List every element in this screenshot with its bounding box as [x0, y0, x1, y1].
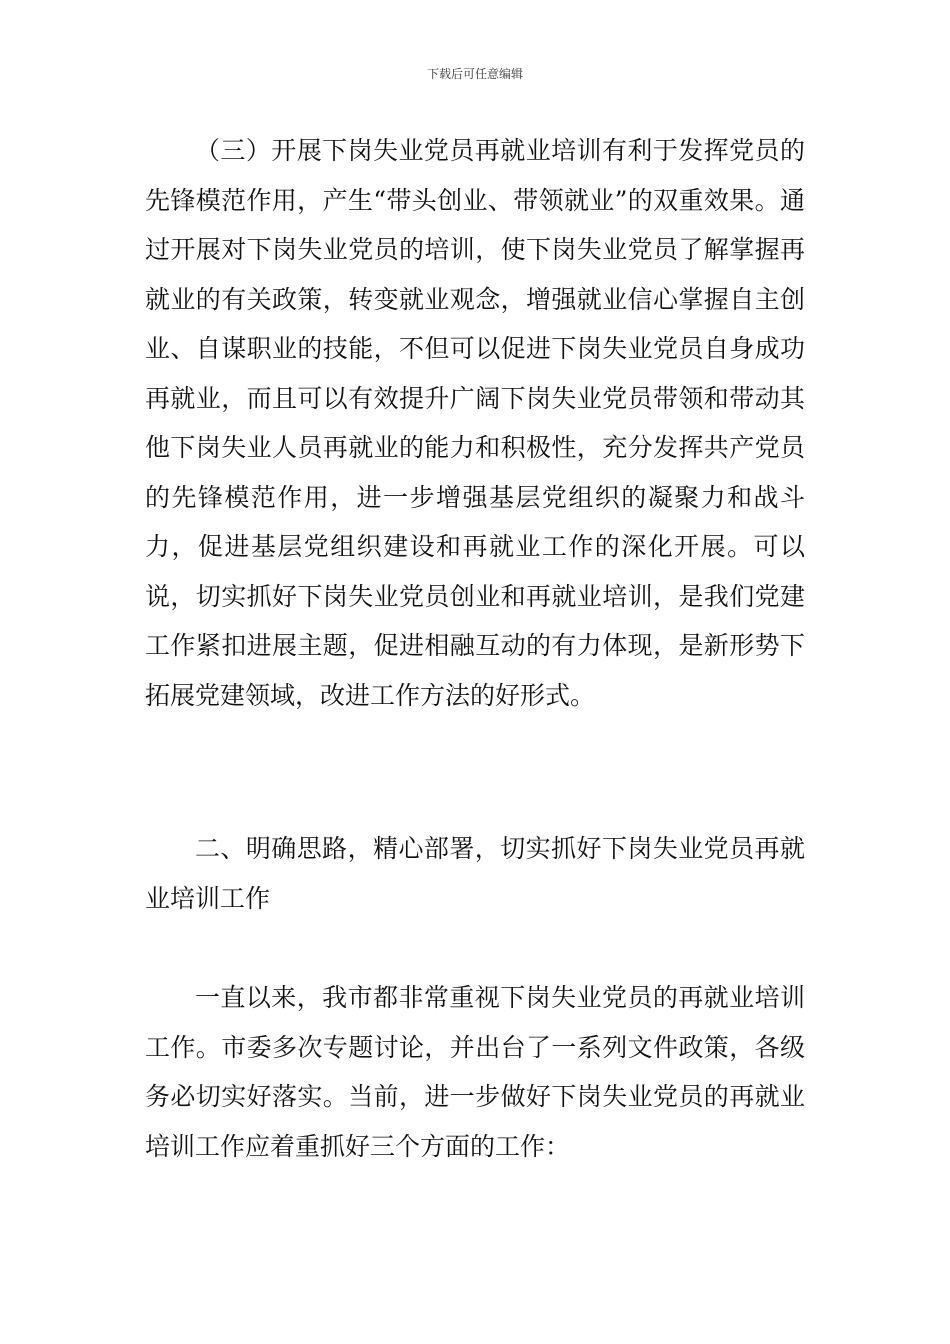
paragraph-overview: 一直以来，我市都非常重视下岗失业党员的再就业培训工作。市委多次专题讨论，并出台了一系列文件政策，各级务必切实好落实。当前，进一步做好下岗失业党员的再就业培训工作应着重抓好三个方面的工作：: [145, 983, 805, 1161]
paragraph-advantages: （三）开展下岗失业党员再就业培训有利于发挥党员的先锋模范作用，产生“带头创业、带领就业”的双重效果。通过开展对下岗失业党员的培训，使下岗失业党员了解掌握再就业的有关政策，转变就业观念，增强就业信心掌握自主创业、自谋职业的技能，不但可以促进下岗失业党员自身成功再就业，而且可以有效提升广阔下岗失业党员带领和带动其他下岗失业人员再就业的能力和积极性，充分发挥共产党员的先锋模范作用，进一步增强基层党组织的凝聚力和战斗力，促进基层党组织建设和再就业工作的深化开展。可以说，切实抓好下岗失业党员创业和再就业培训，是我们党建工作紧扣进展主题，促进相融互动的有力体现，是新形势下拓展党建领域，改进工作方法的好形式。: [145, 136, 805, 710]
section-heading: 二、明确思路，精心部署，切实抓好下岗失业党员再就业培训工作: [145, 834, 805, 913]
header-note: 下载后可任意编辑: [426, 67, 523, 81]
